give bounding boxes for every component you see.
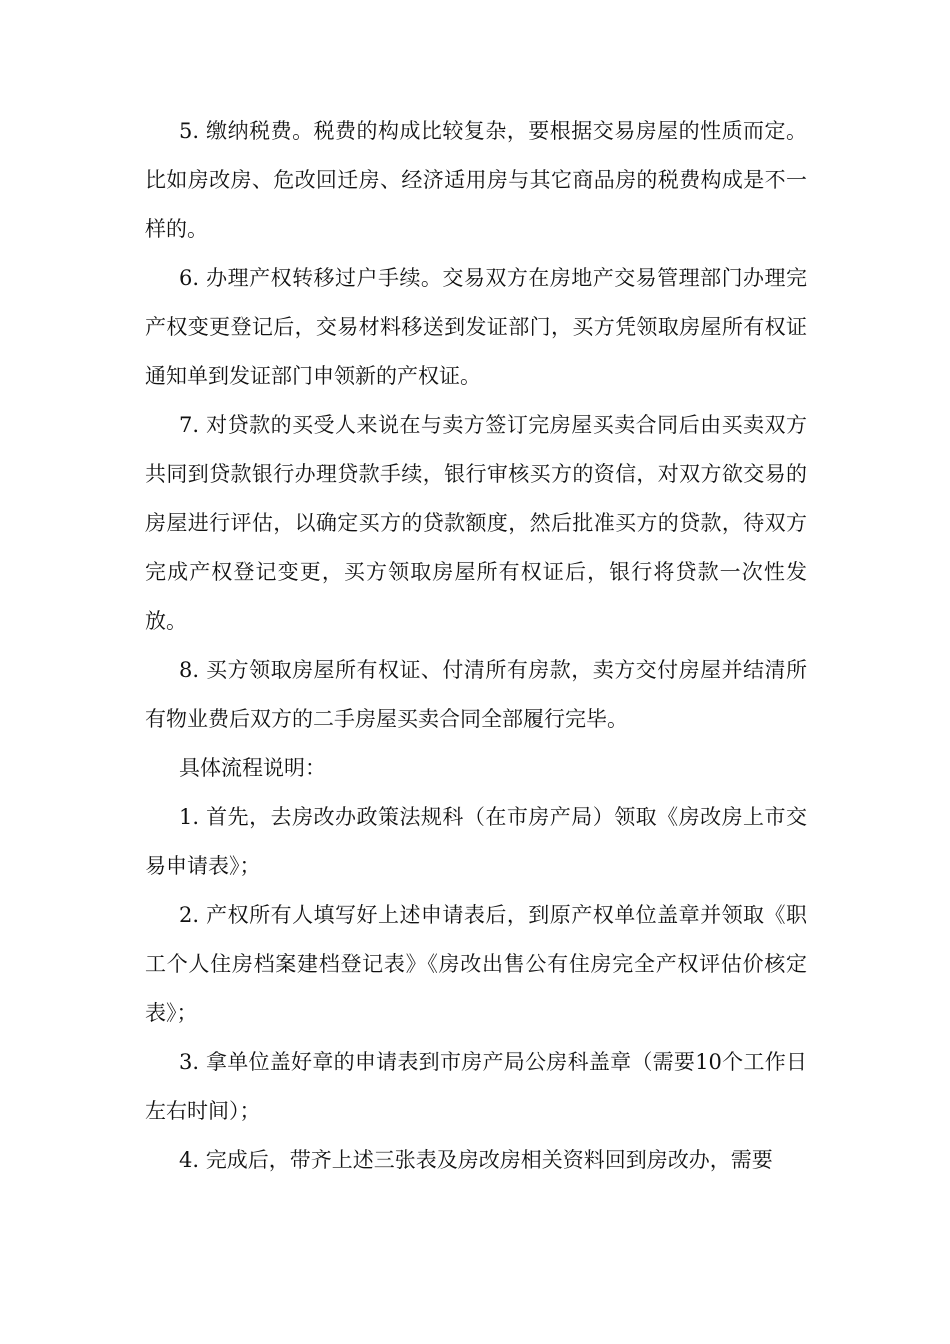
paragraph-step-3: 3. 拿单位盖好章的申请表到市房产局公房科盖章（需要10个工作日左右时间）； bbox=[145, 1050, 807, 1123]
paragraph-step-4: 4. 完成后，带齐上述三张表及房改房相关资料回到房改办，需要 bbox=[179, 1148, 773, 1172]
paragraph-step-2: 2. 产权所有人填写好上述申请表后，到原产权单位盖章并领取《职工个人住房档案建档登记表》《房改出售公有住房完全产权评估价核定表》； bbox=[145, 903, 807, 1025]
paragraph-transfer: 6. 办理产权转移过户手续。交易双方在房地产交易管理部门办理完产权变更登记后，交易材料移送到发证部门，买方凭领取房屋所有权证通知单到发证部门申领新的产权证。 bbox=[145, 266, 807, 388]
document-body bbox=[145, 107, 807, 1185]
paragraph-loan: 7. 对贷款的买受人来说在与卖方签订完房屋买卖合同后由买卖双方共同到贷款银行办理贷款手续，银行审核买方的资信，对双方欲交易的房屋进行评估，以确定买方的贷款额度，然后批准买方的贷款，待双方完成产权登记变更，买方领取房屋所有权证后，银行将贷款一次性发放。 bbox=[145, 413, 807, 633]
paragraph-step-1: 1. 首先，去房改办政策法规科（在市房产局）领取《房改房上市交易申请表》； bbox=[145, 805, 807, 878]
paragraph-tax: 5. 缴纳税费。税费的构成比较复杂，要根据交易房屋的性质而定。比如房改房、危改回迁房、经济适用房与其它商品房的税费构成是不一样的。 bbox=[145, 119, 807, 241]
paragraph-process-heading: 具体流程说明： bbox=[179, 756, 326, 780]
paragraph-completion: 8. 买方领取房屋所有权证、付清所有房款，卖方交付房屋并结清所有物业费后双方的二手房屋买卖合同全部履行完毕。 bbox=[145, 658, 807, 731]
